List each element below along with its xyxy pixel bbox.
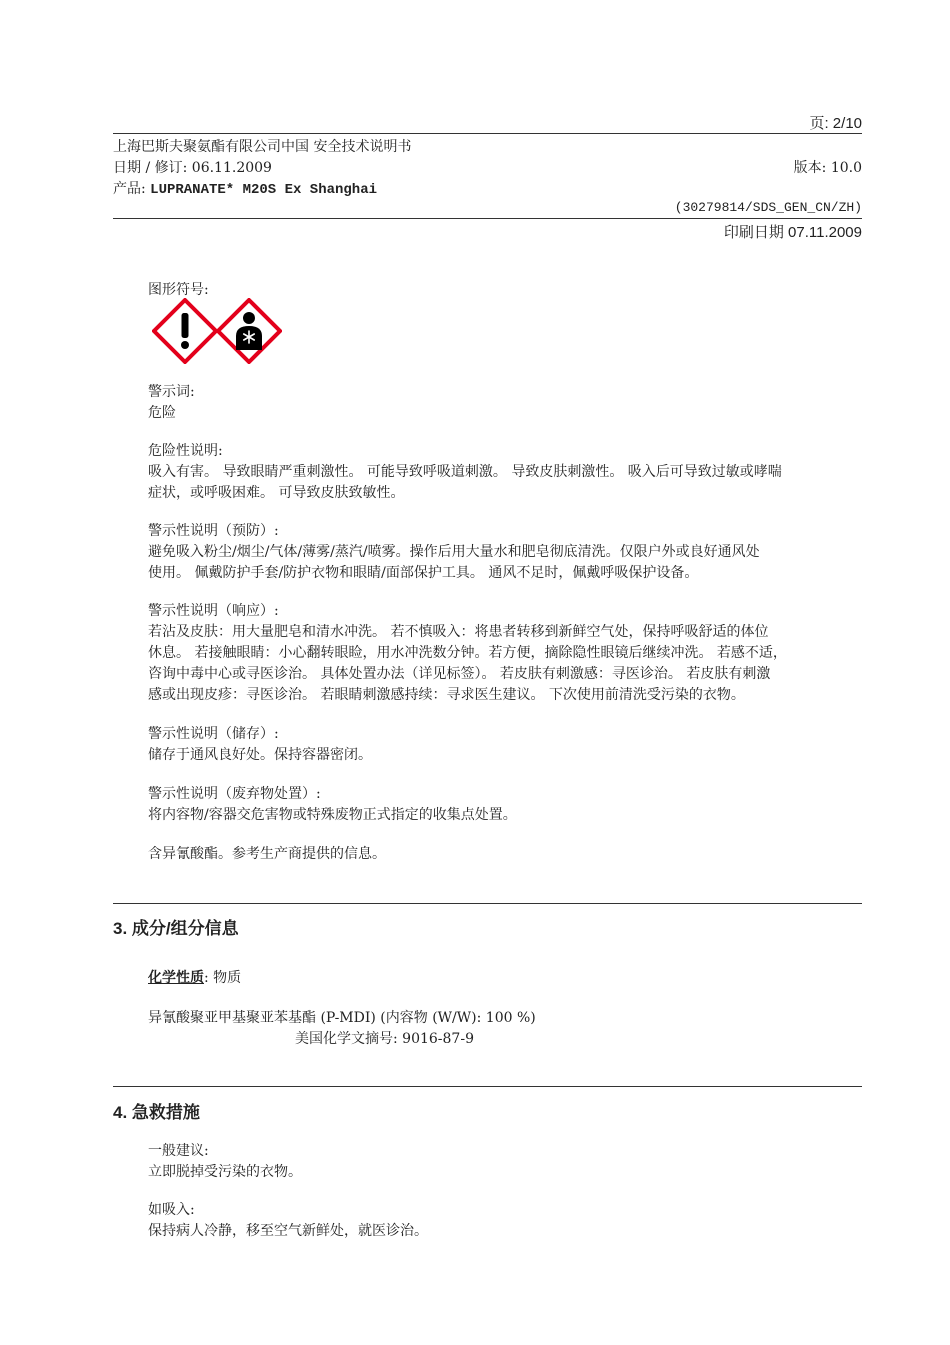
precaution-disposal-line: 将内容物/容器交危害物或特殊废物正式指定的收集点处置。	[148, 807, 517, 823]
precaution-storage-label: 警示性说明（储存）:	[148, 726, 279, 742]
product-line	[113, 178, 377, 198]
precaution-prevention-block	[148, 521, 864, 584]
section3-rule	[113, 903, 862, 904]
precaution-disposal-block	[148, 784, 864, 826]
section4-title: 4. 急救措施	[113, 1103, 200, 1122]
precaution-response-line: 咨询中毒中心或寻医诊治。 具体处置办法（详见标签）。 若皮肤有刺激感：寻医诊治。 若皮肤有刺激	[148, 666, 771, 682]
company-document-title: 上海巴斯夫聚氨酯有限公司中国 安全技术说明书	[113, 139, 412, 155]
general-advice-value: 立即脱掉受污染的衣物。	[148, 1164, 302, 1180]
version: 版本: 10.0	[793, 160, 862, 176]
print-date: 印刷日期 07.11.2009	[723, 224, 862, 241]
precaution-response-line: 休息。 若接触眼睛：小心翻转眼睑，用水冲洗数分钟。若方便，摘除隐性眼镜后继续冲洗。 若感不适，	[148, 645, 787, 661]
product-name: LUPRANATE* M20S Ex Shanghai	[150, 182, 378, 198]
chemical-nature-label: 化学性质	[148, 970, 204, 986]
precaution-response-label: 警示性说明（响应）:	[148, 603, 279, 619]
inhalation-block	[148, 1200, 864, 1242]
hazard-statements-label: 危险性说明:	[148, 443, 223, 459]
inhalation-value: 保持病人冷静，移至空气新鲜处，就医诊治。	[148, 1223, 428, 1239]
pictogram-label: 图形符号:	[148, 282, 209, 298]
chemical-nature-value: : 物质	[204, 970, 242, 986]
product-label: 产品:	[113, 181, 151, 197]
health-hazard-icon	[216, 298, 282, 364]
precaution-response-block	[148, 601, 864, 706]
page-number: 页: 2/10	[809, 115, 862, 132]
cas-number: 美国化学文摘号: 9016-87-9	[295, 1031, 474, 1047]
precaution-storage-block	[148, 724, 864, 766]
chemical-nature	[148, 967, 241, 987]
exclamation-mark-icon	[152, 298, 218, 364]
isocyanate-note: 含异氰酸酯。参考生产商提供的信息。	[148, 846, 386, 862]
precaution-prevention-line: 使用。 佩戴防护手套/防护衣物和眼睛/面部保护工具。 通风不足时，佩戴呼吸保护设备。	[148, 565, 699, 581]
general-advice-label: 一般建议:	[148, 1143, 209, 1159]
document-code: (30279814/SDS_GEN_CN/ZH)	[674, 200, 862, 215]
precaution-prevention-line: 避免吸入粉尘/烟尘/气体/薄雾/蒸汽/喷雾。操作后用大量水和肥皂彻底清洗。仅限户外或良好通风处	[148, 544, 760, 560]
component-name: 异氰酸聚亚甲基聚亚苯基酯 (P-MDI) (内容物 (W/W): 100 %)	[148, 1010, 536, 1026]
revision-date: 日期 / 修订: 06.11.2009	[113, 160, 272, 176]
section4-rule	[113, 1086, 862, 1087]
precaution-prevention-label: 警示性说明（预防）:	[148, 523, 279, 539]
general-advice-block	[148, 1141, 864, 1183]
section3-title: 3. 成分/组分信息	[113, 919, 239, 938]
precaution-response-line: 若沾及皮肤：用大量肥皂和清水冲洗。 若不慎吸入：将患者转移到新鲜空气处，保持呼吸舒适的体位	[148, 624, 769, 640]
hazard-statements-block	[148, 441, 864, 504]
inhalation-label: 如吸入:	[148, 1202, 195, 1218]
precaution-storage-line: 储存于通风良好处。保持容器密闭。	[148, 747, 372, 763]
precaution-response-line: 感或出现皮疹：寻医诊治。 若眼睛刺激感持续：寻求医生建议。 下次使用前清洗受污染的衣物。	[148, 687, 745, 703]
precaution-disposal-label: 警示性说明（废弃物处置）:	[148, 786, 321, 802]
header-rule-bottom	[113, 218, 862, 219]
hazard-statements-line: 症状，或呼吸困难。 可导致皮肤致敏性。	[148, 485, 405, 501]
header-rule-top	[113, 133, 862, 134]
signal-word-label: 警示词:	[148, 384, 195, 400]
signal-word-value: 危险	[148, 405, 176, 421]
hazard-statements-line: 吸入有害。 导致眼睛严重刺激性。 可能导致呼吸道刺激。 导致皮肤刺激性。 吸入后可导致过敏或哮喘	[148, 464, 782, 480]
signal-word-block	[148, 382, 864, 424]
